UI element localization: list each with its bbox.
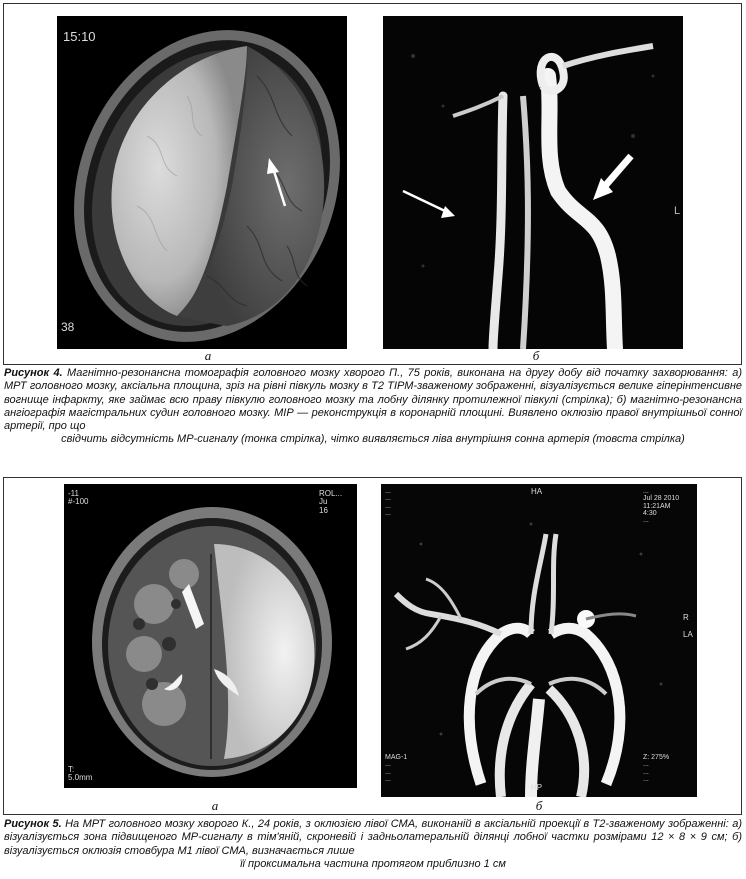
figure-4-caption-text: Магнітно-резонансна томографія головного мозку хворого П., 75 років, виконана на другу добу від початку захворювання: а) МРТ головного мозку, аксіальна площина, зріз на рівні півкуль мозку в Т2 ТІРМ-зваженому зображенні, візуалізується велике гіперінтенсивне вогнище інфаркту, яке займає всю праву півкулю головного мозку та лобну ділянку протилежної півкулі (стрілка); б) магнітно-резонансна ангіографія магістральних судин головного мозку. МІР — реконструкція в коронарній площині. Виявлено оклюзію правої внутрішньої сонної артерії, про що [4,367,742,433]
figure-5-caption [4,818,742,871]
figure-5b-label: б [535,798,543,813]
figure-5-caption-last-line: її проксимальна частина протягом приблизно 1 см [240,857,506,870]
mri-bottom-left-overlay: T: 5.0mm [68,765,93,783]
figure-5-caption-text: На МРТ головного мозку хворого К., 24 років, з оклюзією лівої СМА, виконаній в аксіальній проекції в Т2-зваженому зображенні: а) візуалізується зона підвищеного МР-сигналу в тім'яній, скроневій і задньолатеральній ділянці лобної частки розмірами 12 × 8 × 9 см; б) візуалізується оклюзія стовбура М1 лівої СМА, визначається лише [4,818,742,857]
mri-top-left-overlay: -11 #-100 [68,489,89,507]
mri-time-overlay: 15:10 [63,29,96,44]
figure-5-caption-number: Рисунок 5. [4,818,62,830]
figure-5a-mri-image [64,484,357,788]
mra-bottom-left-overlay: МАG-1 ... ... ... [385,754,408,784]
figure-4b-mra-image [383,16,683,349]
mra-bottom-center-overlay: НР [531,783,543,792]
figure-5a-label: а [211,798,219,813]
figure-5 [3,477,742,815]
mra-top-left-overlay: ... ... ... ... [385,488,391,518]
figure-4-caption [4,367,742,447]
figure-4-caption-last-line: свідчить відсутність МР-сигналу (тонка стрілка), чітко виявляється ліва внутрішня сонна артерія (товста стрілка) [61,433,685,446]
mri-top-right-overlay: ROL... Ju 16 [319,489,343,515]
mra-top-center-overlay: НА [531,487,543,496]
figure-4a-mri-image [57,16,347,349]
mri-slice-number-overlay: 38 [61,320,75,334]
figure-4a-label: а [204,348,212,363]
mra-bottom-right-overlay: Z: 275% ... ... ... [643,754,670,784]
mra-top-right-overlay: ... Jul 28 2010 11:21AM 4:30 ... [643,488,680,525]
mra-side-overlay: R LA [683,613,693,639]
figure-4 [3,3,742,365]
figure-5b-mra-image [381,484,697,797]
figure-4b-label: б [532,348,540,363]
mra-side-marker: L [674,205,681,217]
figure-4-caption-number: Рисунок 4. [4,367,63,379]
